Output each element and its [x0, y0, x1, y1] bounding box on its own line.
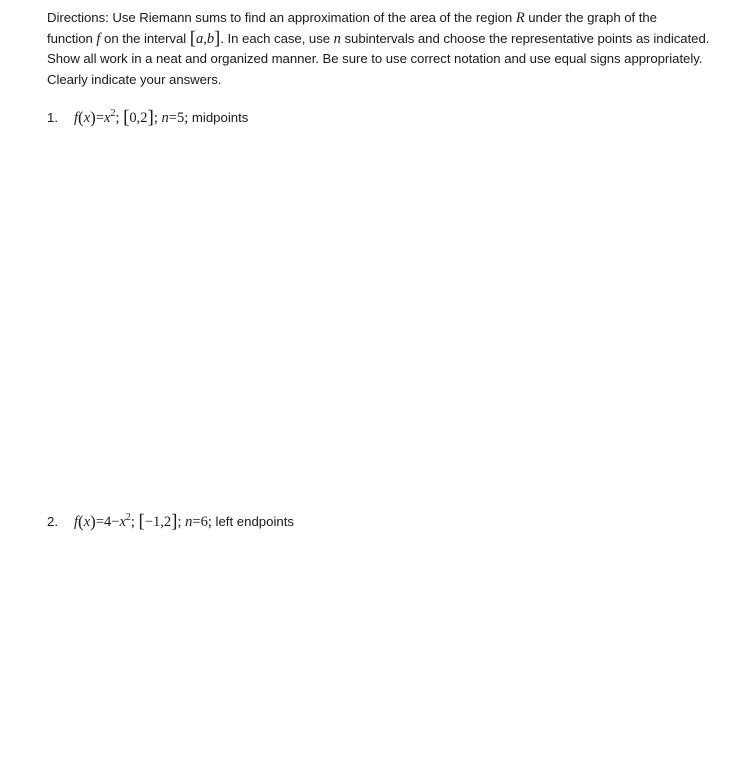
problem-1	[47, 108, 248, 128]
expression-variable: x	[104, 110, 111, 126]
separator: ;	[130, 514, 139, 530]
left-paren: (	[78, 512, 84, 531]
interval-b: b	[206, 30, 215, 47]
separator: ;	[207, 514, 212, 530]
interval-open-bracket: [	[123, 107, 130, 128]
separator: ;	[184, 110, 189, 126]
expression-variable: x	[119, 514, 126, 530]
separator: ;	[177, 514, 186, 530]
directions-text-2: under the graph of the function	[47, 10, 657, 46]
problem-2	[47, 512, 294, 532]
problem-function	[74, 107, 189, 128]
n-variable: n	[161, 110, 169, 126]
function-name: f	[74, 110, 79, 126]
n-variable: n	[333, 30, 341, 47]
interval-close-bracket: ]	[214, 27, 221, 49]
problem-method: left endpoints	[215, 514, 294, 529]
left-paren: (	[78, 108, 84, 127]
function-variable: f	[96, 30, 101, 47]
n-variable: n	[185, 514, 193, 530]
separator: ;	[115, 110, 124, 126]
interval-values: 0,2	[129, 110, 148, 126]
function-argument: x	[83, 514, 91, 530]
interval-comma: ,	[203, 30, 207, 47]
interval-open-bracket: [	[189, 27, 197, 49]
right-paren: )	[90, 512, 96, 531]
problem-number: 2.	[47, 514, 58, 529]
interval-close-bracket: ]	[147, 107, 154, 128]
function-argument: x	[83, 110, 91, 126]
directions-text-4: . In each case, use	[220, 30, 331, 46]
directions-text-5: subintervals and choose the representative points as indicated. Show all work in a neat and organized manner. Be sure to use correct notation and use equal signs appropriately. Clearly indicate your answers.	[47, 30, 710, 87]
exponent: 2	[110, 108, 116, 119]
interval-close-bracket: ]	[171, 511, 178, 532]
interval-a: a	[196, 30, 204, 47]
n-value: =6	[192, 514, 208, 530]
directions-text-1: Directions: Use Riemann sums to find an approximation of the area of the region	[47, 10, 513, 25]
problem-function	[74, 511, 212, 532]
directions-paragraph	[47, 8, 719, 90]
separator: ;	[153, 110, 162, 126]
n-value: =5	[168, 110, 185, 126]
problem-number: 1.	[47, 110, 58, 125]
equals-sign: =	[95, 514, 104, 530]
region-variable: R	[515, 10, 525, 26]
problem-method: midpoints	[191, 110, 249, 125]
expression-prefix: 4−	[104, 514, 120, 530]
directions-text-3: on the interval	[104, 30, 187, 46]
right-paren: )	[90, 108, 96, 127]
equals-sign: =	[95, 110, 104, 126]
exponent: 2	[125, 512, 131, 523]
interval-open-bracket: [	[138, 511, 145, 532]
function-name: f	[74, 514, 79, 530]
interval-values: −1,2	[144, 514, 172, 530]
